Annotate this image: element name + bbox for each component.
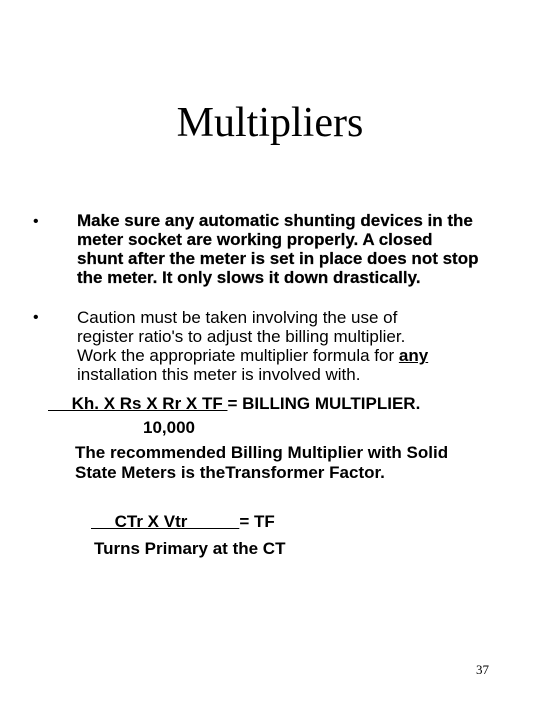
emphasis-any: any (398, 346, 429, 365)
bullet-2-line: Caution must be taken involving the use of (77, 308, 398, 327)
recommendation-text (75, 443, 448, 483)
bullet-1-line: meter socket are working properly. A closed (77, 230, 433, 249)
bullet-1-line: the meter. It only slows it down drastically. (77, 268, 421, 287)
bullet-marker: • (33, 309, 39, 326)
bullet-2-text (77, 308, 517, 384)
bullet-2-line: installation this meter is involved with. (77, 365, 361, 384)
recommendation-line: The recommended Billing Multiplier with Solid (75, 443, 449, 462)
formula-denominator: Turns Primary at the CT (94, 539, 286, 558)
bullet-marker: • (33, 213, 39, 230)
formula-result: = TF (239, 512, 275, 531)
formula-result: = BILLING MULTIPLIER. (227, 394, 421, 413)
bullet-1-line: Make sure any automatic shunting devices in the (77, 211, 473, 230)
formula-numerator: CTr X Vtr (91, 512, 240, 531)
bullet-1-text (77, 211, 517, 287)
bullet-2-line: register ratio's to adjust the billing multiplier. (77, 327, 406, 346)
billing-multiplier-formula (48, 394, 420, 414)
bullet-2-line (77, 346, 517, 365)
page-title: Multipliers (176, 100, 364, 146)
formula-denominator: 10,000 (143, 418, 195, 437)
bullet-1-line: shunt after the meter is set in place does not stop (77, 249, 479, 268)
transformer-factor-formula (91, 512, 275, 532)
page-number: 37 (476, 662, 489, 677)
recommendation-line: State Meters is theTransformer Factor. (75, 463, 385, 482)
bullet-2-line-text: Work the appropriate multiplier formula for (77, 346, 399, 365)
formula-numerator: Kh. X Rs X Rr X TF (48, 394, 228, 413)
